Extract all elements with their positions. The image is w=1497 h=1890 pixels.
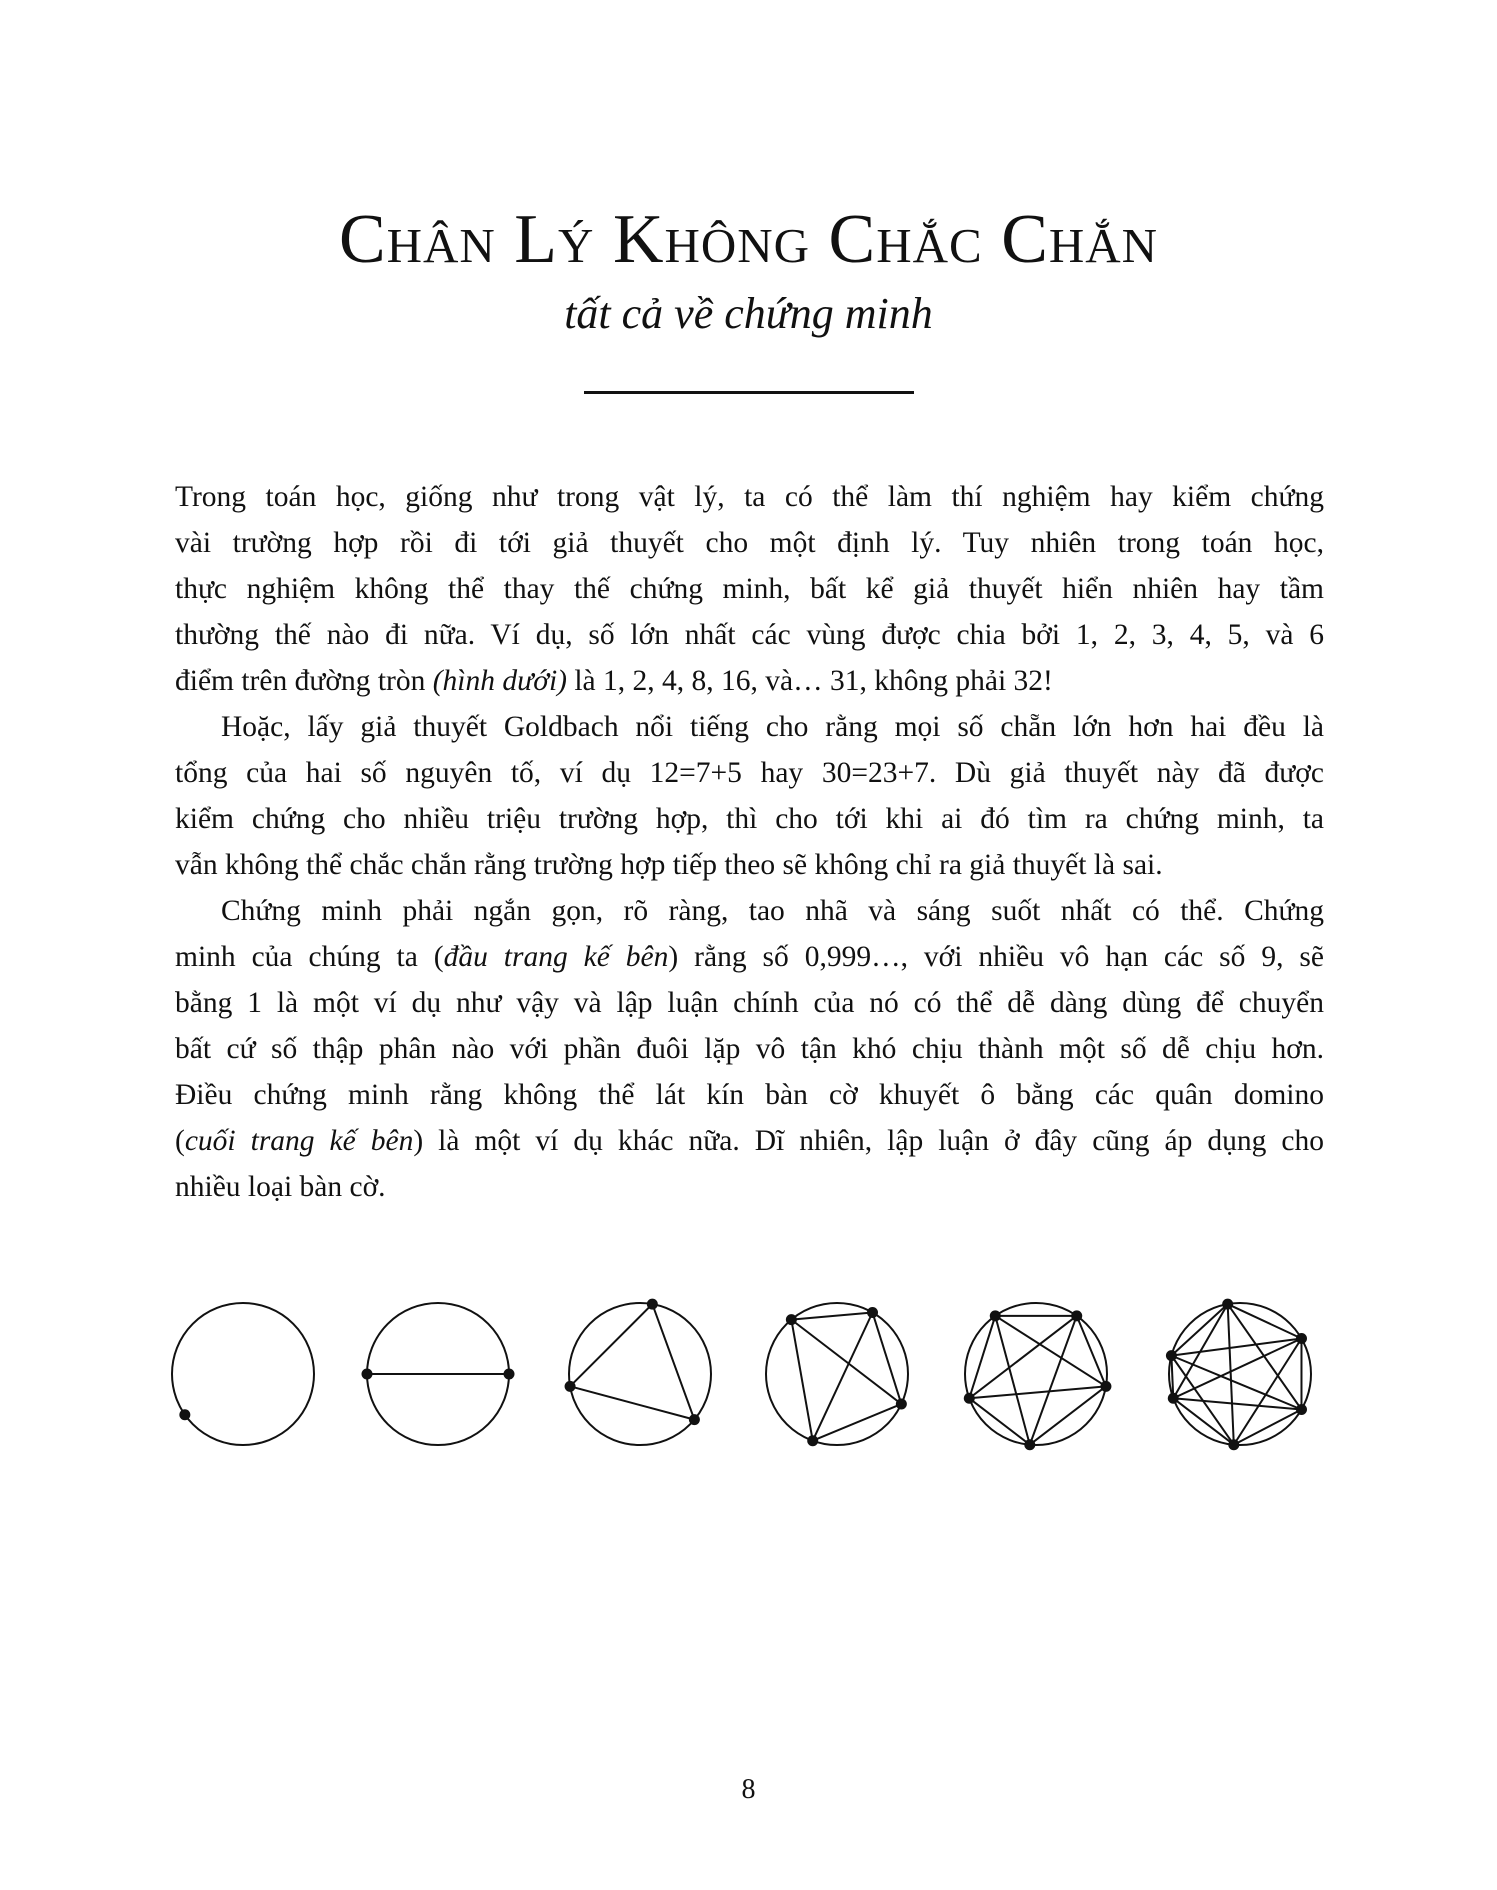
circle (172, 1303, 314, 1445)
chord (813, 1313, 873, 1441)
chord (969, 1398, 1030, 1444)
point (689, 1414, 700, 1425)
circle-diagram-1-points (172, 1303, 314, 1445)
page-title: Chân Lý Không Chắc Chắn (338, 201, 1159, 278)
chord (1173, 1398, 1301, 1409)
point (964, 1393, 975, 1404)
italic-reference: (hình dưới) (432, 665, 567, 697)
text: bất cứ số thập phân nào với phần đuôi lặp vô tận khó chịu thành một số dễ chịu hơn. (175, 1033, 1324, 1065)
chord (1077, 1316, 1106, 1386)
text-line (175, 474, 1324, 520)
page-number: 8 (741, 1774, 756, 1805)
point (1166, 1350, 1177, 1361)
text-line (175, 1118, 1324, 1164)
point (896, 1399, 907, 1410)
circle-diagram-5-points (964, 1303, 1112, 1450)
text-line (175, 980, 1324, 1026)
text-line (175, 750, 1324, 796)
text: thường thế nào đi nữa. Ví dụ, số lớn nhất các vùng được chia bởi 1, 2, 3, 4, 5, và 6 (175, 619, 1324, 651)
point (1296, 1404, 1307, 1415)
point (1168, 1393, 1179, 1404)
text: Chứng minh phải ngắn gọn, rõ ràng, tao nhã và sáng suốt nhất có thể. Chứng (221, 895, 1324, 927)
text: bằng 1 là một ví dụ như vậy và lập luận chính của nó có thể dễ dàng dùng để chuyển (175, 987, 1324, 1019)
chord (791, 1320, 812, 1441)
point (807, 1435, 818, 1446)
text: là 1, 2, 4, 8, 16, và… 31, không phải 32! (566, 665, 1053, 697)
text-line (175, 658, 1324, 704)
circle-diagram-2-points (362, 1303, 515, 1445)
text: ) là một ví dụ khác nữa. Dĩ nhiên, lập luận ở đây cũng áp dụng cho (413, 1125, 1324, 1157)
text: Hoặc, lấy giả thuyết Goldbach nổi tiếng cho rằng mọi số chẵn lớn hơn hai đều là (221, 711, 1324, 743)
page-subtitle: tất cả về chứng minh (564, 289, 933, 338)
circle (1169, 1303, 1311, 1445)
text: minh của chúng ta ( (175, 941, 444, 973)
chord (791, 1320, 901, 1404)
text: Điều chứng minh rằng không thể lát kín bàn cờ khuyết ô bằng các quân domino (175, 1079, 1324, 1111)
point (867, 1307, 878, 1318)
chord (570, 1386, 694, 1419)
text: điểm trên đường tròn (175, 665, 433, 697)
text-line (175, 888, 1324, 934)
text-line (175, 612, 1324, 658)
point (647, 1299, 658, 1310)
text: thực nghiệm không thể thay thế chứng minh, bất kể giả thuyết hiển nhiên hay tầm (175, 573, 1324, 605)
point (1222, 1299, 1233, 1310)
text: ) rằng số 0,999…, với nhiều vô hạn các số 9, sẽ (668, 941, 1324, 973)
circle-diagram-6-points (1166, 1299, 1311, 1451)
body-text (175, 474, 1324, 1210)
circle (766, 1303, 908, 1445)
text-line (175, 934, 1324, 980)
text: vẫn không thể chắc chắn rằng trường hợp tiếp theo sẽ không chỉ ra giả thuyết là sai. (175, 849, 1163, 881)
chord (1173, 1398, 1234, 1444)
point (504, 1369, 515, 1380)
chord (570, 1304, 652, 1386)
point (990, 1310, 1001, 1321)
chord (873, 1313, 902, 1404)
italic-reference: cuối trang kế bên (184, 1125, 414, 1157)
text: Trong toán học, giống như trong vật lý, ta có thể làm thí nghiệm hay kiểm chứng (175, 481, 1324, 513)
point (786, 1314, 797, 1325)
text: ( (175, 1125, 185, 1157)
chord (969, 1386, 1106, 1398)
text-line (175, 1164, 1324, 1210)
circle-diagram-4-points (766, 1303, 908, 1446)
text-line (175, 1026, 1324, 1072)
point (1296, 1333, 1307, 1344)
chord (1171, 1304, 1227, 1356)
chord (1228, 1304, 1234, 1445)
point (565, 1381, 576, 1392)
chord (1030, 1316, 1077, 1445)
text: vài trường hợp rồi đi tới giả thuyết cho một định lý. Tuy nhiên trong toán học, (175, 527, 1324, 559)
italic-reference: đầu trang kế bên (443, 941, 669, 973)
point (362, 1369, 373, 1380)
point (1071, 1310, 1082, 1321)
chord (791, 1313, 872, 1320)
text-line (175, 796, 1324, 842)
title-divider (584, 391, 914, 394)
text-line (175, 1072, 1324, 1118)
point (1024, 1439, 1035, 1450)
text-line (175, 566, 1324, 612)
text-line (175, 842, 1324, 888)
text-line (175, 520, 1324, 566)
point (1228, 1439, 1239, 1450)
circle (569, 1303, 711, 1445)
point (179, 1409, 190, 1420)
circle-division-figure (0, 1290, 1497, 1460)
text: kiểm chứng cho nhiều triệu trường hợp, thì cho tới khi ai đó tìm ra chứng minh, ta (175, 803, 1324, 835)
point (1100, 1381, 1111, 1392)
text-line (175, 704, 1324, 750)
circle-diagram-3-points (565, 1299, 711, 1445)
text: tổng của hai số nguyên tố, ví dụ 12=7+5 hay 30=23+7. Dù giả thuyết này đã được (175, 757, 1324, 789)
text: nhiều loại bàn cờ. (175, 1171, 386, 1203)
